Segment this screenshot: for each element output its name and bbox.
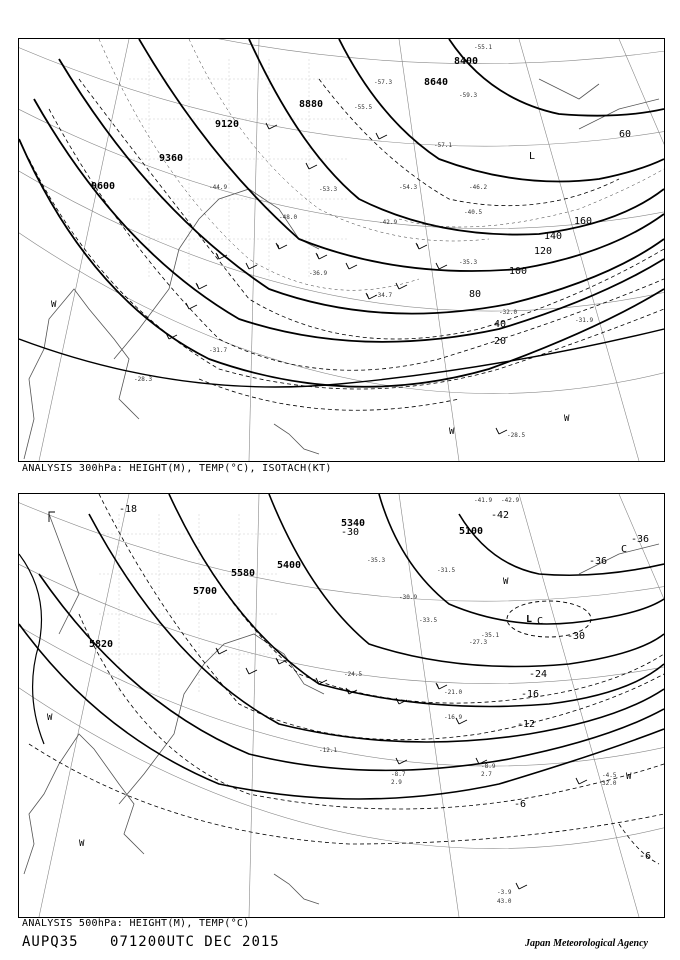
isotherms — [29, 494, 664, 864]
station-value: -34.7 — [374, 292, 393, 299]
isotherm-label: -24 — [529, 669, 548, 680]
station-value: -48.0 — [279, 214, 298, 221]
height-label: 5580 — [231, 568, 256, 579]
isotach-label: 80 — [469, 289, 482, 300]
cold-label: C — [621, 544, 628, 555]
station-value: -4.5 — [602, 772, 617, 779]
isotherm-label: -30 — [567, 631, 586, 642]
graticule — [19, 494, 664, 917]
isotach-label: 100 — [509, 266, 528, 277]
isotherm-label: -6 — [639, 851, 652, 862]
station-value: 32.0 — [602, 780, 617, 787]
height-label: 5400 — [277, 560, 302, 571]
station-value: -32.0 — [499, 309, 518, 316]
height-label: 8400 — [454, 56, 479, 67]
isotach-label: 160 — [574, 216, 593, 227]
height-label: 5100 — [459, 526, 484, 537]
height-label: 9360 — [159, 153, 184, 164]
upper-panel-caption: ANALYSIS 300hPa: HEIGHT(M), TEMP(°C), ISOTACH(KT) — [22, 463, 332, 474]
station-value: -42.9 — [379, 219, 398, 226]
graticule — [19, 39, 664, 461]
height-contours — [19, 494, 664, 799]
cold-label: C — [537, 616, 544, 627]
station-value: -31.7 — [209, 347, 228, 354]
station-value: -36.9 — [309, 270, 328, 277]
isotherm-label: -16 — [521, 689, 540, 700]
height-label: 9600 — [91, 181, 116, 192]
isotherm-label: -36 — [631, 534, 650, 545]
isotach-label: 60 — [619, 129, 632, 140]
map-300hpa-canvas — [19, 39, 664, 461]
fine-grid — [99, 514, 279, 694]
station-value: -28.5 — [507, 432, 526, 439]
isotherm-label: -42 — [491, 510, 510, 521]
warm-label: W — [626, 772, 632, 782]
warm-label: W — [47, 713, 53, 723]
station-value: -27.3 — [469, 639, 488, 646]
station-value: -46.2 — [469, 184, 488, 191]
station-value: -31.5 — [437, 567, 456, 574]
station-value: -16.9 — [444, 714, 463, 721]
station-value: -30.9 — [399, 594, 418, 601]
isotherms — [99, 39, 664, 290]
coastline — [24, 514, 659, 904]
isotherm-label: -36 — [589, 556, 608, 567]
station-value: -57.1 — [434, 142, 453, 149]
isotach-label: 140 — [544, 231, 563, 242]
chart-datetime: 071200UTC DEC 2015 — [110, 934, 280, 950]
isotherm-label: -12 — [517, 719, 536, 730]
station-value: -53.3 — [319, 186, 338, 193]
map-300hpa — [18, 38, 665, 462]
isotherm-label: -18 — [119, 504, 138, 515]
station-value: -41.9 — [474, 497, 493, 504]
station-value: -12.1 — [319, 747, 338, 754]
station-value: 43.0 — [497, 898, 512, 905]
warm-label: W — [503, 577, 509, 587]
isotach-label: 120 — [534, 246, 553, 257]
station-value: -35.3 — [459, 259, 478, 266]
station-value: -54.3 — [399, 184, 418, 191]
height-label: 5340 — [341, 518, 366, 529]
station-value: -21.0 — [444, 689, 463, 696]
station-value: -42.9 — [501, 497, 520, 504]
coastline — [24, 79, 659, 459]
station-value: -33.5 — [419, 617, 438, 624]
height-label: 8640 — [424, 77, 449, 88]
height-label: 5820 — [89, 639, 114, 650]
station-value: -59.3 — [459, 92, 478, 99]
lower-panel-caption: ANALYSIS 500hPa: HEIGHT(M), TEMP(°C) — [22, 918, 250, 929]
station-value: 2.9 — [391, 779, 402, 786]
station-value: -8.9 — [481, 763, 496, 770]
warm-label: W — [79, 839, 85, 849]
warm-label: W — [51, 300, 57, 310]
station-value: -3.9 — [497, 889, 512, 896]
chart-identifier — [22, 934, 302, 950]
map-500hpa — [18, 493, 665, 918]
wind-barbs — [166, 123, 507, 434]
station-value: -35.1 — [481, 632, 500, 639]
isotach-label: 20 — [494, 336, 507, 347]
station-value: 2.7 — [481, 771, 492, 778]
warm-label: W — [449, 427, 455, 437]
warm-label: W — [564, 414, 570, 424]
station-value: -44.9 — [209, 184, 228, 191]
station-value: -55.1 — [474, 44, 493, 51]
station-value: -40.5 — [464, 209, 483, 216]
agency-name: Japan Meteorological Agency — [525, 938, 648, 949]
isotach-label: 40 — [494, 319, 507, 330]
station-value: -35.3 — [367, 557, 386, 564]
station-value: -24.5 — [344, 671, 363, 678]
chart-code: AUPQ35 — [22, 934, 79, 950]
map-500hpa-canvas — [19, 494, 664, 917]
isotherm-label: -30 — [341, 527, 360, 538]
station-value: -8.7 — [391, 771, 406, 778]
isotherm-label: -6 — [514, 799, 527, 810]
height-label: 8880 — [299, 99, 324, 110]
low-pressure-label: L — [529, 151, 536, 162]
station-value: -55.5 — [354, 104, 373, 111]
height-contours — [19, 39, 664, 387]
station-value: -31.9 — [575, 317, 594, 324]
low-pressure-label: L — [526, 614, 533, 625]
height-label: 5700 — [193, 586, 218, 597]
height-label: 9120 — [215, 119, 240, 130]
station-value: -57.3 — [374, 79, 393, 86]
station-value: -28.3 — [134, 376, 153, 383]
isotachs — [29, 79, 664, 410]
